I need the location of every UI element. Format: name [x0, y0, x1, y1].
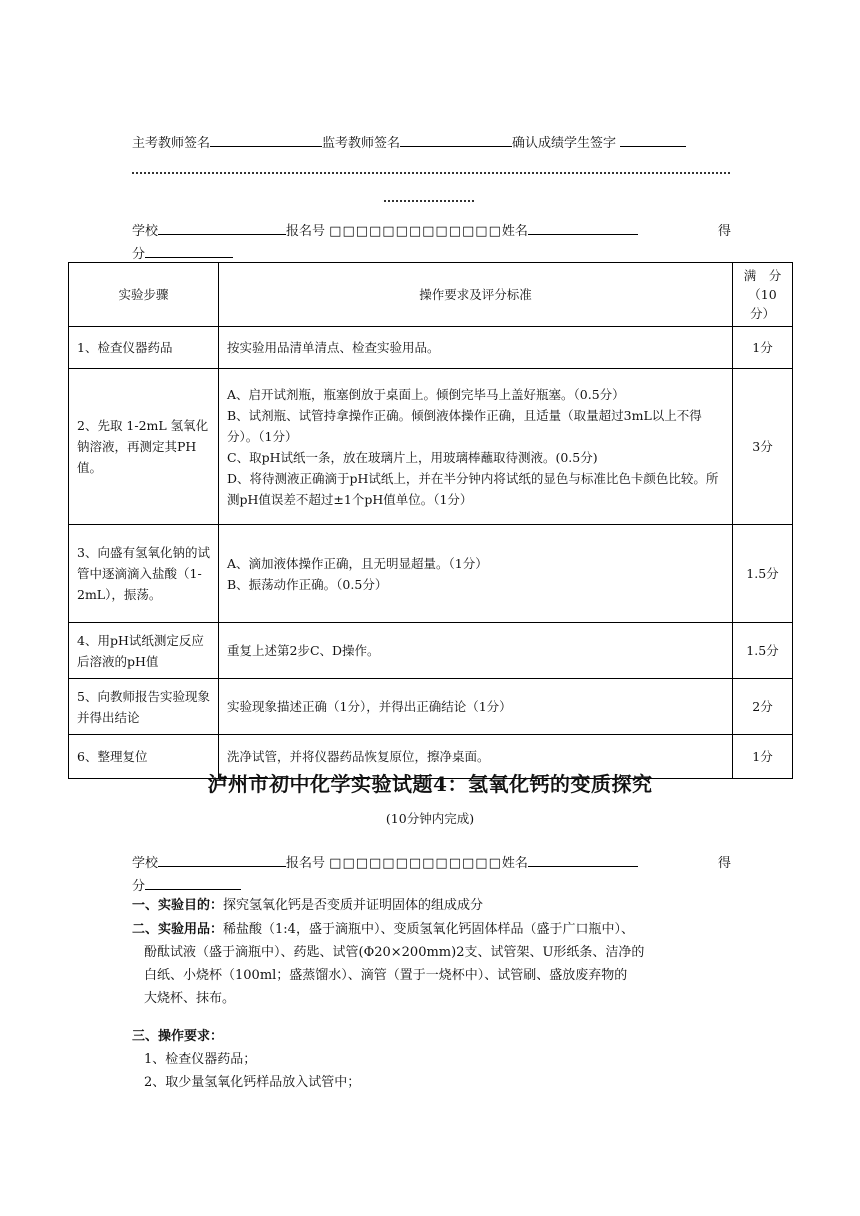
score-cell: 1分 [733, 327, 793, 369]
section-materials [132, 918, 732, 1010]
score-cell: 2分 [733, 679, 793, 735]
criteria-cell: 洗净试管，并将仪器药品恢复原位，擦净桌面。 [219, 735, 733, 779]
school-label: 学校 [132, 224, 159, 239]
score-label-b: 分 [132, 247, 146, 262]
student-confirm-label: 确认成绩学生签字 [512, 136, 617, 151]
header-full-a: 满 分 [743, 268, 782, 283]
requirement-item: 2、取少量氢氧化钙样品放入试管中； [144, 1075, 361, 1090]
header-full-score [733, 263, 793, 327]
cut-line [132, 156, 730, 174]
criteria-cell [219, 525, 733, 623]
signature-line [132, 132, 686, 151]
table-header-row [69, 263, 793, 327]
reg-number-boxes[interactable]: □□□□□□□□□□□□□ [329, 224, 502, 239]
proctor-label: 监考教师签名 [322, 136, 401, 151]
table-row [69, 525, 793, 623]
header-form [132, 220, 638, 239]
score-cell: 1.5分 [733, 623, 793, 679]
reg-label: 报名号 [286, 224, 326, 239]
criteria-cell [219, 369, 733, 525]
header-criteria: 操作要求及评分标准 [219, 263, 733, 327]
score-row [132, 243, 233, 262]
student-signature-field[interactable] [620, 132, 686, 147]
section-requirements [132, 1025, 732, 1094]
name-field[interactable] [528, 852, 638, 867]
step-cell: 4、用pH试纸测定反应后溶液的pH值 [69, 623, 219, 679]
school-field[interactable] [158, 220, 286, 235]
step-cell: 6、整理复位 [69, 735, 219, 779]
table-row [69, 369, 793, 525]
score-cell: 1.5分 [733, 525, 793, 623]
materials-line: 酚酞试液（盛于滴瓶中）、药匙、试管(Φ20×200mm)2支、试管架、U形纸条、洁净的 [144, 945, 645, 960]
name-label: 姓名 [501, 856, 528, 871]
score-row-2 [132, 875, 241, 894]
criteria-cell: 重复上述第2步C、D操作。 [219, 623, 733, 679]
header-step: 实验步骤 [69, 263, 219, 327]
score-field[interactable] [145, 875, 241, 890]
chief-examiner-signature-field[interactable] [210, 132, 322, 147]
table-row [69, 679, 793, 735]
page-title: 泸州市初中化学实验试题4：氢氧化钙的变质探究 [207, 772, 653, 796]
proctor-signature-field[interactable] [400, 132, 512, 147]
step-cell: 5、向教师报告实验现象并得出结论 [69, 679, 219, 735]
criteria-item: B、试剂瓶、试管持拿操作正确。倾倒液体操作正确，且适量（取量超过3mL以上不得分）。（1分） [227, 407, 702, 444]
step-cell: 1、检查仪器药品 [69, 327, 219, 369]
cut-line-tail [384, 190, 474, 202]
criteria-item: B、振荡动作正确。（0.5分） [227, 576, 388, 592]
criteria-item: C、取pH试纸一条，放在玻璃片上，用玻璃棒蘸取待测液。(0.5分) [227, 449, 598, 465]
school-field[interactable] [158, 852, 286, 867]
step-cell: 2、先取 1-2mL 氢氧化钠溶液，再测定其PH值。 [69, 369, 219, 525]
page-subtitle: (10分钟内完成) [385, 811, 475, 826]
criteria-item: A、滴加液体操作正确，且无明显超量。（1分） [227, 555, 488, 571]
purpose-text: 探究氢氧化钙是否变质并证明固体的组成成分 [223, 898, 484, 913]
score-field[interactable] [145, 243, 233, 258]
criteria-cell: 实验现象描述正确（1分），并得出正确结论（1分） [219, 679, 733, 735]
requirement-item: 1、检查仪器药品； [144, 1052, 257, 1067]
criteria-item: D、将待测液正确滴于pH试纸上，并在半分钟内将试纸的显色与标准比色卡颜色比较。所测pH值误差不超过±1个pH值单位。（1分） [227, 470, 719, 507]
reg-label: 报名号 [286, 856, 326, 871]
score-label-b: 分 [132, 879, 146, 894]
materials-line: 稀盐酸（1:4，盛于滴瓶中）、变质氢氧化钙固体样品（盛于广口瓶中）、 [223, 922, 634, 937]
header-form-2 [132, 852, 638, 871]
score-cell: 3分 [733, 369, 793, 525]
step-cell: 3、向盛有氢氧化钠的试管中逐滴滴入盐酸（1-2mL），振荡。 [69, 525, 219, 623]
materials-line: 白纸、小烧杯（100ml；盛蒸馏水）、滴管（置于一烧杯中）、试管刷、盛放废弃物的 [144, 968, 628, 983]
scoring-table [68, 262, 793, 779]
reg-number-boxes[interactable]: □□□□□□□□□□□□□ [329, 856, 502, 871]
score-label-a: 得 [718, 224, 732, 239]
name-label: 姓名 [501, 224, 528, 239]
criteria-cell: 按实验用品清单清点、检查实验用品。 [219, 327, 733, 369]
header-full-b: （10分） [748, 287, 777, 321]
score-cell: 1分 [733, 735, 793, 779]
purpose-label: 一、实验目的： [132, 898, 224, 913]
materials-line: 大烧杯、抹布。 [144, 991, 236, 1006]
requirements-label: 三、操作要求： [132, 1029, 224, 1044]
section-purpose [132, 894, 732, 917]
name-field[interactable] [528, 220, 638, 235]
school-label: 学校 [132, 856, 159, 871]
chief-examiner-label: 主考教师签名 [132, 136, 211, 151]
table-row [69, 623, 793, 679]
table-row [69, 327, 793, 369]
materials-label: 二、实验用品： [132, 922, 224, 937]
score-label-a: 得 [718, 856, 732, 871]
criteria-item: A、启开试剂瓶，瓶塞倒放于桌面上。倾倒完毕马上盖好瓶塞。（0.5分） [227, 386, 625, 402]
